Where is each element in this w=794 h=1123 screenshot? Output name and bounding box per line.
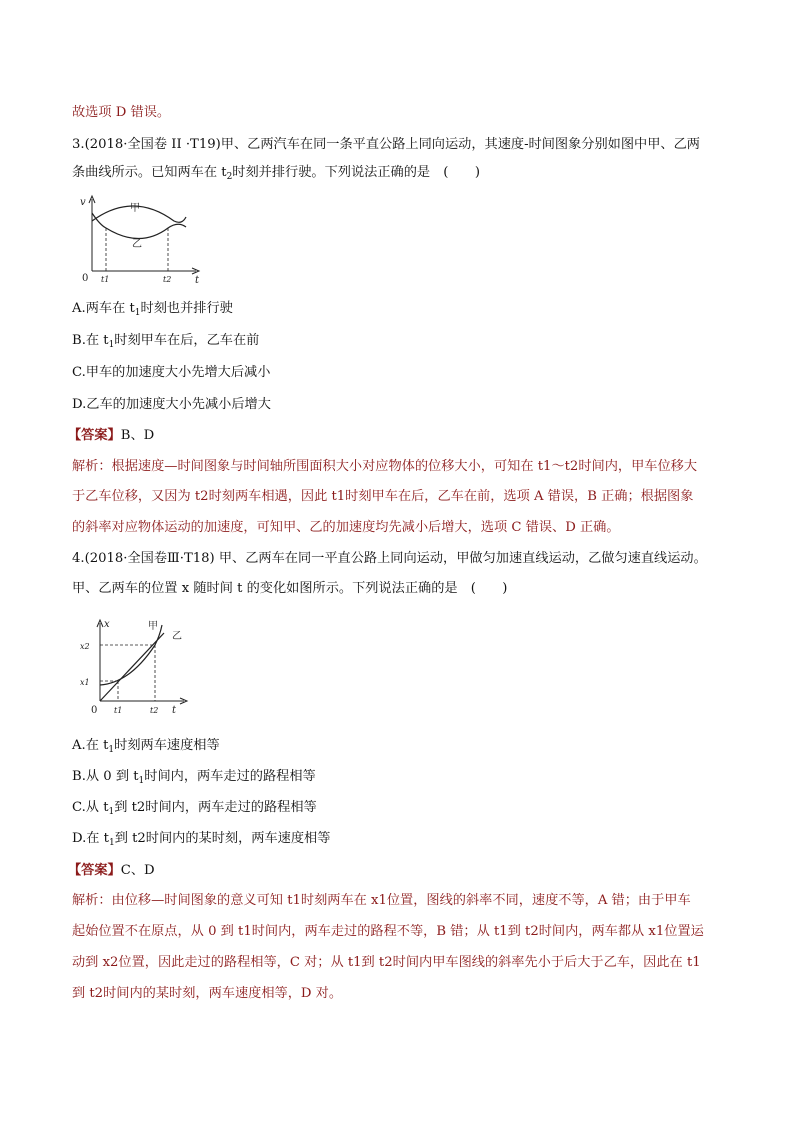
q3-tick-t2: t2 bbox=[163, 275, 172, 284]
q3-option-a-sub: 1 bbox=[134, 308, 141, 318]
q3-stem-text-b: 时刻并排行驶。下列说法正确的是 ( ) bbox=[232, 165, 480, 180]
q4-label-jia: 甲 bbox=[148, 621, 158, 632]
previous-conclusion: 故选项 D 错误。 bbox=[72, 105, 171, 120]
q3-stem-text-a: 条曲线所示。已知两车在 t bbox=[72, 165, 227, 180]
q4-y-axis-label: x bbox=[104, 619, 110, 630]
q3-analysis-line-3: 的斜率对应物体运动的加速度，可知甲、乙的加速度均先减小后增大，选项 C 错误、D 正确。 bbox=[72, 520, 620, 535]
q3-velocity-time-figure bbox=[78, 193, 203, 285]
q4-option-d bbox=[72, 829, 330, 849]
q3-tick-t1: t1 bbox=[101, 275, 110, 284]
q4-tick-t2: t2 bbox=[150, 706, 159, 715]
q4-option-b bbox=[72, 767, 316, 787]
q4-option-d-text: D.在 t bbox=[72, 831, 109, 846]
q3-origin-label: 0 bbox=[82, 273, 89, 284]
q3-option-d bbox=[72, 395, 271, 415]
q3-answer-label: 【答案】 bbox=[68, 428, 121, 443]
q4-analysis-line-2: 起始位置不在原点，从 0 到 t1时间内，两车走过的路程不等，B 错；从 t1到 t2时间内，两车都从 x1位置运 bbox=[72, 924, 704, 939]
q4-option-b-sub: 1 bbox=[138, 776, 145, 786]
q4-line-yi bbox=[100, 633, 164, 701]
q3-option-b-text-end: 时刻甲车在后，乙车在前 bbox=[114, 333, 260, 348]
q4-tick-x1: x1 bbox=[80, 678, 90, 687]
q4-stem-line-1: 4.(2018·全国卷Ⅲ·T18) 甲、乙两车在同一平直公路上同向运动，甲做匀加速直线运动，乙做匀速直线运动。 bbox=[72, 551, 707, 566]
q4-option-d-sub: 1 bbox=[108, 838, 115, 848]
q4-tick-x2: x2 bbox=[80, 642, 90, 651]
q4-analysis-line-1: 解析：由位移—时间图象的意义可知 t1时刻两车在 x1位置，图线的斜率不同，速度不等，A 错；由于甲车 bbox=[72, 893, 691, 908]
q3-option-c bbox=[72, 363, 270, 383]
q3-option-b-sub: 1 bbox=[108, 340, 115, 350]
q4-option-c-text: C.从 t bbox=[72, 800, 109, 815]
q3-option-b-text: B.在 t bbox=[72, 333, 109, 348]
q4-option-b-text-end: 时间内，两车走过的路程相等 bbox=[144, 769, 316, 784]
q4-analysis-line-4: 到 t2时间内的某时刻，两车速度相等，D 对。 bbox=[72, 986, 343, 1001]
q3-analysis-line-1: 解析：根据速度—时间图象与时间轴所围面积大小对应物体的位移大小，可知在 t1～t2时间内，甲车位移大 bbox=[72, 459, 698, 474]
q3-stem-sub: 2 bbox=[226, 172, 233, 182]
q4-option-a-text-end: 时刻两车速度相等 bbox=[114, 738, 220, 753]
q3-stem-line-2 bbox=[72, 163, 480, 183]
q4-tick-t1: t1 bbox=[114, 706, 123, 715]
q3-option-c-text: C.甲车的加速度大小先增大后减小 bbox=[72, 365, 271, 380]
q3-option-a-text: A.两车在 t bbox=[72, 301, 135, 316]
q3-label-yi: 乙 bbox=[132, 239, 142, 250]
q4-origin-label: 0 bbox=[91, 705, 98, 716]
q3-option-a bbox=[72, 299, 233, 319]
q3-option-a-text-end: 时刻也并排行驶 bbox=[140, 301, 233, 316]
q3-stem-line-1: 3.(2018·全国卷 II ·T19)甲、乙两汽车在同一条平直公路上同向运动，其速度-时间图象分别如图中甲、乙两 bbox=[72, 137, 700, 152]
q4-option-c-text-end: 到 t2时间内，两车走过的路程相等 bbox=[114, 800, 317, 815]
q4-option-a bbox=[72, 736, 220, 756]
q3-answer bbox=[68, 426, 154, 446]
q3-y-axis-label: v bbox=[80, 197, 86, 208]
q4-x-axis-label: t bbox=[172, 705, 177, 716]
q4-option-c bbox=[72, 798, 317, 818]
q3-analysis-line-2: 于乙车位移，又因为 t2时刻两车相遇，因此 t1时刻甲车在后，乙车在前，选项 A 错误，B 正确；根据图象 bbox=[72, 489, 694, 504]
q3-option-d-text: D.乙车的加速度大小先减小后增大 bbox=[72, 397, 271, 412]
q4-option-c-sub: 1 bbox=[108, 807, 115, 817]
q4-stem-line-2: 甲、乙两车的位置 x 随时间 t 的变化如图所示。下列说法正确的是 ( ) bbox=[72, 581, 508, 596]
q3-label-jia: 甲 bbox=[130, 203, 140, 214]
q3-answer-value: B、D bbox=[120, 428, 155, 443]
q4-option-b-text: B.从 0 到 t bbox=[72, 769, 139, 784]
q4-option-a-sub: 1 bbox=[108, 745, 115, 755]
q4-curve-jia bbox=[100, 625, 162, 685]
q3-x-axis-label: t bbox=[195, 275, 200, 286]
q4-option-a-text: A.在 t bbox=[72, 738, 109, 753]
q4-option-d-text-end: 到 t2时间内的某时刻，两车速度相等 bbox=[114, 831, 331, 846]
q3-option-b bbox=[72, 331, 259, 351]
q4-answer-label: 【答案】 bbox=[68, 863, 121, 878]
q4-position-time-figure bbox=[78, 617, 193, 717]
q4-label-yi: 乙 bbox=[172, 631, 182, 642]
q4-analysis-line-3: 动到 x2位置，因此走过的路程相等，C 对；从 t1到 t2时间内甲车图线的斜率先小于后大于乙车，因此在 t1 bbox=[72, 955, 701, 970]
q4-answer-value: C、D bbox=[120, 863, 155, 878]
q4-answer bbox=[68, 861, 155, 881]
